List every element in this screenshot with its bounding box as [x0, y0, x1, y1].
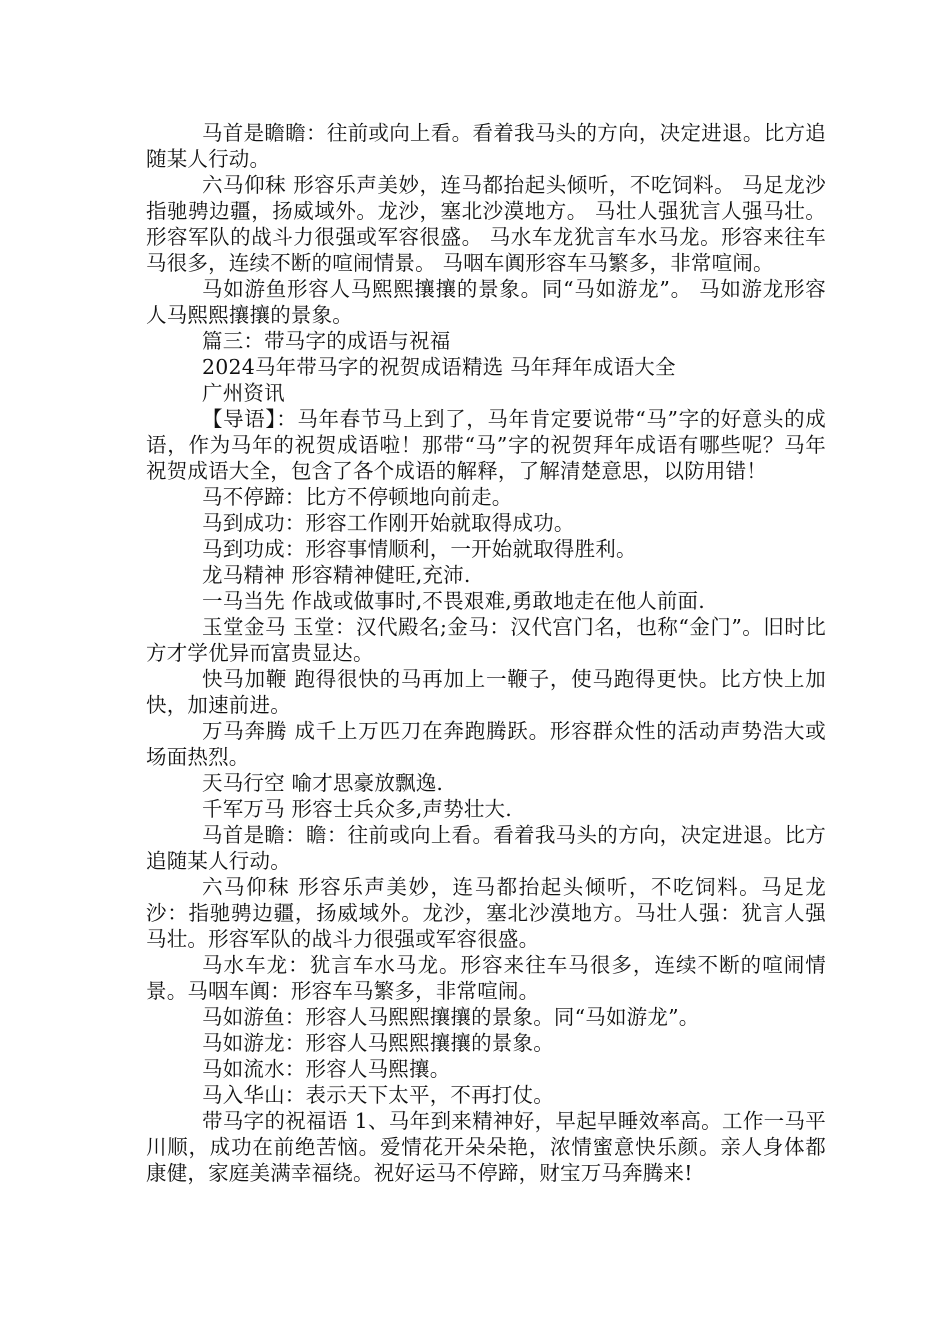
blessing-paragraph: 带马字的祝福语 1、马年到来精神好，早起早睡效率高。工作一马平川顺，成功在前绝苦恼。爱情花开朵朵艳，浓情蜜意快乐颜。亲人身体都康健，家庭美满幸福绕。祝好运马不停蹄，财宝万马奔腾来! — [146, 1109, 826, 1185]
article-title: 2024马年带马字的祝贺成语精选 马年拜年成语大全 — [202, 355, 676, 379]
idiom-entry: 六马仰秣 形容乐声美妙，连马都抬起头倾听，不吃饲料。马足龙沙：指驰骋边疆，扬威域外。龙沙，塞北沙漠地方。马壮人强：犹言人强马壮。形容军队的战斗力很强或军容很盛。 — [146, 875, 826, 951]
intro-paragraph: 【导语】：马年春节马上到了，马年肯定要说带“马”字的好意头的成语，作为马年的祝贺成语啦！那带“马”字的祝贺拜年成语有哪些呢？马年祝贺成语大全，包含了各个成语的解释，了解清楚意思，以防用错！ — [146, 407, 826, 483]
idiom-entry: 马到成功：形容工作刚开始就取得成功。 — [202, 511, 575, 535]
idiom-entry: 万马奔腾 成千上万匹刀在奔跑腾跃。形容群众性的活动声势浩大或场面热烈。 — [146, 719, 826, 769]
paragraph: 马首是瞻瞻：往前或向上看。看着我马头的方向，决定进退。比方追随某人行动。 — [146, 121, 826, 171]
section-heading: 篇三：带马字的成语与祝福 — [202, 329, 451, 353]
idiom-entry: 马水车龙：犹言车水马龙。形容来往车马很多，连续不断的喧闹情景。马咽车阗：形容车马繁多，非常喧闹。 — [146, 953, 826, 1003]
idiom-entry: 马不停蹄：比方不停顿地向前走。 — [202, 485, 513, 509]
idiom-entry: 快马加鞭 跑得很快的马再加上一鞭子，使马跑得更快。比方快上加快，加速前进。 — [146, 667, 826, 717]
idiom-entry: 马如流水：形容人马熙攘。 — [202, 1057, 451, 1081]
idiom-entry: 马首是瞻：瞻：往前或向上看。看着我马头的方向，决定进退。比方追随某人行动。 — [146, 823, 826, 873]
document-body — [146, 120, 826, 1186]
idiom-entry: 一马当先 作战或做事时,不畏艰难,勇敢地走在他人前面. — [202, 589, 705, 613]
idiom-entry: 马到功成：形容事情顺利，一开始就取得胜利。 — [202, 537, 637, 561]
idiom-entry: 马入华山：表示天下太平，不再打仗。 — [202, 1083, 554, 1107]
idiom-entry: 龙马精神 形容精神健旺,充沛. — [202, 563, 471, 587]
idiom-entry: 天马行空 喻才思豪放飘逸. — [202, 771, 444, 795]
article-source: 广州资讯 — [202, 381, 285, 405]
idiom-entry: 马如游鱼：形容人马熙熙攘攘的景象。同“马如游龙”。 — [202, 1005, 700, 1029]
paragraph: 马如游鱼形容人马熙熙攘攘的景象。同“马如游龙”。 马如游龙形容人马熙熙攘攘的景象。 — [146, 277, 826, 327]
idiom-entry: 玉堂金马 玉堂：汉代殿名;金马：汉代宫门名，也称“金门”。旧时比方才学优异而富贵显达。 — [146, 615, 826, 665]
idiom-entry: 千军万马 形容士兵众多,声势壮大. — [202, 797, 512, 821]
paragraph: 六马仰秣 形容乐声美妙，连马都抬起头倾听，不吃饲料。 马足龙沙 指驰骋边疆，扬威域外。龙沙，塞北沙漠地方。 马壮人强犹言人强马壮。形容军队的战斗力很强或军容很盛。 马水车龙犹言车水马龙。形容来往车马很多，连续不断的喧闹情景。 马咽车阗形容车马繁多，非常喧闹。 — [146, 173, 826, 275]
idiom-entry: 马如游龙：形容人马熙熙攘攘的景象。 — [202, 1031, 554, 1055]
